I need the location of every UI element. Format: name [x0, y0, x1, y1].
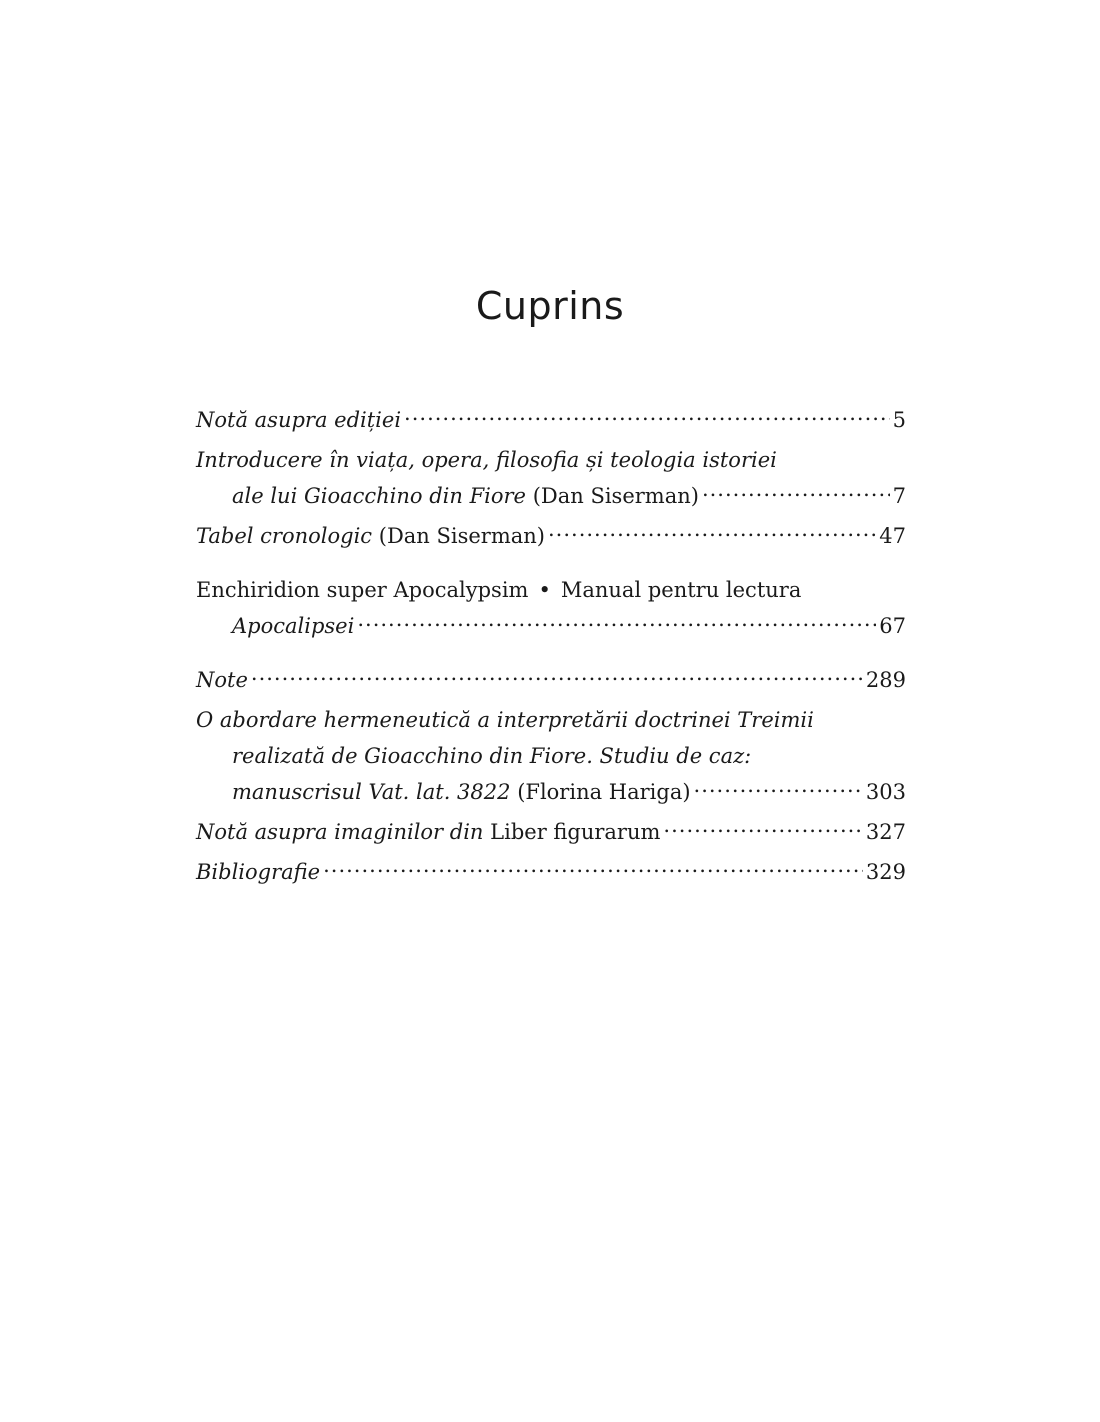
toc-entry-introducere[interactable] — [196, 442, 906, 514]
bullet-separator: • — [538, 578, 551, 602]
toc-entry-title-continued: realizată de Gioacchino din Fiore. Studiu de caz: — [232, 744, 752, 768]
toc-page-number: 7 — [892, 484, 906, 508]
toc-page-number: 289 — [865, 668, 906, 692]
toc-entry-title: Manual pentru lectura — [560, 578, 802, 602]
toc-page-number: 67 — [879, 614, 906, 638]
toc-page-number: 327 — [865, 820, 906, 844]
toc-entry-title-continued: manuscrisul Vat. lat. 3822 — [232, 780, 511, 804]
toc-entry-abordare-hermeneutica[interactable] — [196, 702, 906, 810]
dot-leader — [702, 482, 890, 503]
toc-entry-author: (Florina Hariga) — [517, 780, 691, 804]
dot-leader — [357, 612, 876, 633]
table-of-contents — [196, 402, 906, 890]
toc-entry-title: O abordare hermeneutică a interpretării doctrinei Treimii — [196, 708, 814, 732]
toc-entry-title: Notă asupra ediției — [196, 408, 402, 432]
toc-page-number: 303 — [865, 780, 906, 804]
toc-entry-tabel-cronologic[interactable] — [196, 518, 906, 554]
toc-entry-latin-title: Enchiridion super Apocalypsim — [196, 578, 529, 602]
toc-page-number: 47 — [879, 524, 906, 548]
toc-entry-title: Notă asupra imaginilor din — [196, 820, 484, 844]
toc-entry-enchiridion[interactable] — [196, 572, 906, 644]
toc-entry-title-continued: Apocalipsei — [232, 614, 355, 638]
toc-entry-title: Note — [196, 668, 248, 692]
toc-entry-note[interactable] — [196, 662, 906, 698]
dot-leader — [404, 406, 890, 427]
toc-page-number: 5 — [892, 408, 906, 432]
toc-entry-title: Bibliografie — [196, 860, 321, 884]
toc-entry-work-title: Liber figurarum — [490, 820, 661, 844]
toc-page-number: 329 — [865, 860, 906, 884]
dot-leader — [694, 778, 863, 799]
toc-entry-author: (Dan Siserman) — [532, 484, 699, 508]
dot-leader — [323, 858, 863, 879]
toc-entry-title: Tabel cronologic — [196, 524, 373, 548]
dot-leader — [251, 666, 863, 687]
toc-entry-bibliografie[interactable] — [196, 854, 906, 890]
toc-entry-nota-imaginilor[interactable] — [196, 814, 906, 850]
dot-leader — [663, 818, 862, 839]
toc-entry-author: (Dan Siserman) — [378, 524, 545, 548]
toc-entry-title: Introducere în viața, opera, filosofia și teologia istoriei — [196, 448, 777, 472]
page-title: Cuprins — [475, 284, 625, 328]
dot-leader — [548, 522, 876, 543]
toc-entry-nota-editiei[interactable] — [196, 402, 906, 438]
toc-entry-title-continued: ale lui Gioacchino din Fiore — [232, 484, 526, 508]
